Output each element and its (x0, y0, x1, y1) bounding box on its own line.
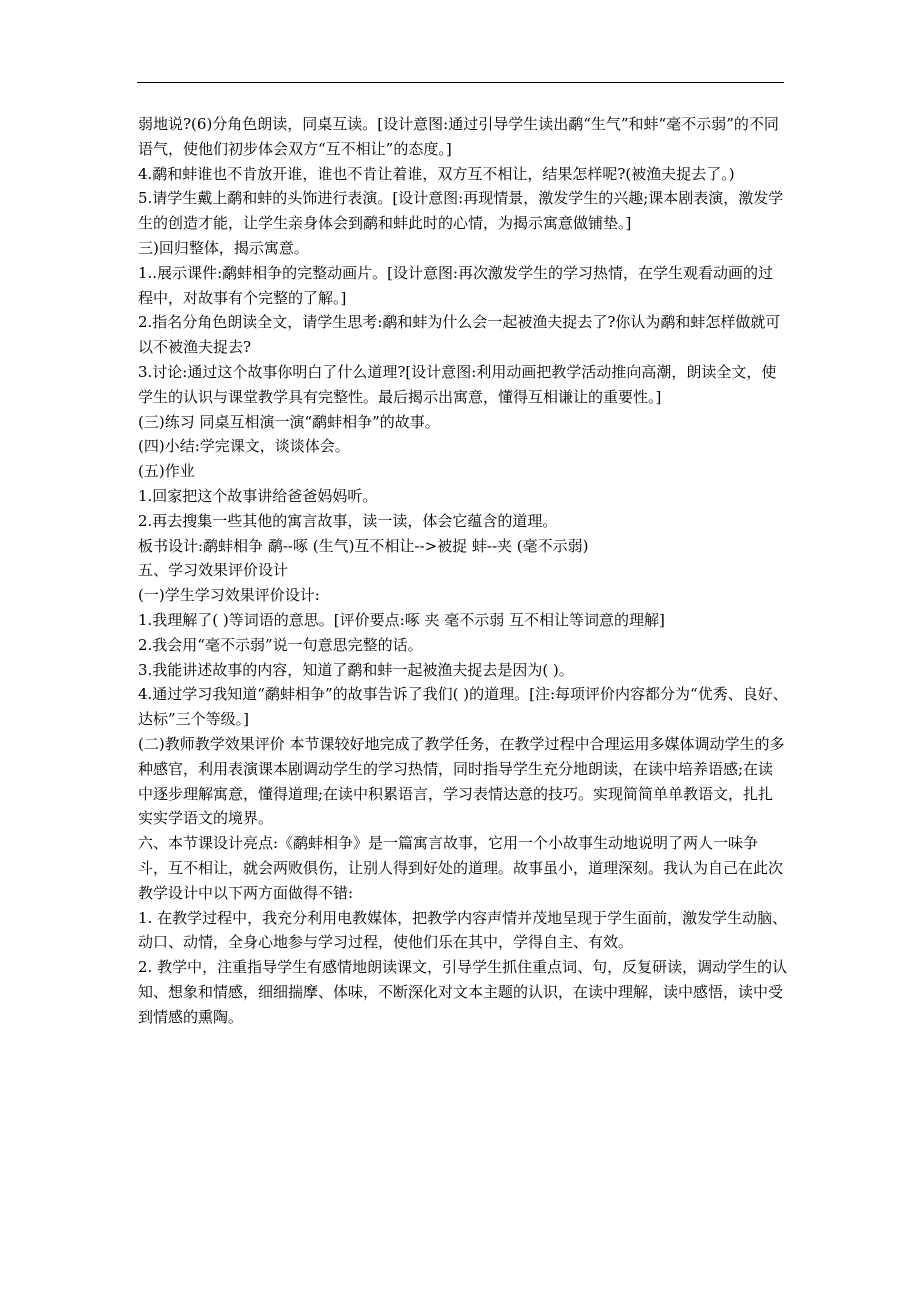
paragraph: 2.指名分角色朗读全文，请学生思考:鹬和蚌为什么会一起被渔夫捉去了?你认为鹬和蚌怎样做就可以不被渔夫捉去? (138, 313, 781, 357)
paragraph: 六、本节课设计亮点:《鹬蚌相争》是一篇寓言故事，它用一个小故事生动地说明了两人一味争斗，互不相让，就会两败俱伤，让别人得到好处的道理。故事虽小，道理深刻。我认为自己在此次教学设计中以下两方面做得不错: (138, 834, 784, 902)
paragraph: 3.我能讲述故事的内容，知道了鹬和蚌一起被渔夫捉去是因为( )。 (138, 660, 574, 679)
section-heading: (一)学生学习效果评价设计: (138, 586, 320, 605)
paragraph: 3.讨论:通过这个故事你明白了什么道理?[设计意图:利用动画把教学活动推向高潮，朗读全文，使学生的认识与课堂教学具有完整性。最后揭示出寓意，懂得互相谦让的重要性。] (138, 362, 777, 406)
paragraph: 弱地说?(6)分角色朗读，同桌互读。[设计意图:通过引导学生读出鹬“生气”和蚌“毫不示弱”的不同语气，使他们初步体会双方“互不相让”的态度。] (138, 115, 779, 158)
section-heading: 三)回归整体，揭示寓意。 (138, 238, 309, 257)
section-heading: 五、学习效果评价设计 (138, 561, 289, 580)
paragraph: 5.请学生戴上鹬和蚌的头饰进行表演。[设计意图:再现情景，激发学生的兴趣;课本剧表演，激发学生的创造才能，让学生亲身体会到鹬和蚌此时的心情，为揭示寓意做铺垫。] (138, 189, 784, 233)
paragraph: (二)教师教学效果评价 本节课较好地完成了教学任务，在教学过程中合理运用多媒体调动学生的多种感官，利用表演课本剧调动学生的学习热情，同时指导学生充分地朗读，在读中培养语感;在读中逐步理解寓意，懂得道理;在读中积累语言，学习表情达意的技巧。实现简简单单教语文，扎扎实实学语文的境界。 (138, 734, 785, 828)
section-heading: (五)作业 (138, 462, 195, 481)
paragraph: 2.我会用“毫不示弱”说一句意思完整的话。 (138, 635, 423, 654)
paragraph: 2.再去搜集一些其他的寓言故事，读一读，体会它蕴含的道理。 (138, 511, 558, 530)
paragraph: 4.通过学习我知道“鹬蚌相争”的故事告诉了我们( )的道理。[注:每项评价内容都分为“优秀、良好、达标”三个等级。] (138, 685, 788, 729)
document-body (138, 112, 788, 1029)
paragraph: 1.回家把这个故事讲给爸爸妈妈听。 (138, 486, 378, 505)
paragraph: 4.鹬和蚌谁也不肯放开谁，谁也不肯让着谁，双方互不相让，结果怎样呢?(被渔夫捉去了。) (138, 164, 735, 183)
paragraph: 1. 在教学过程中，我充分利用电教媒体，把教学内容声情并茂地呈现于学生面前，激发学生动脑、动口、动情，全身心地参与学习过程，使他们乐在其中，学得自主、有效。 (138, 908, 788, 952)
paragraph: 板书设计:鹬蚌相争 鹬--啄 (生气)互不相让-->被捉 蚌--夹 (毫不示弱) (138, 536, 589, 555)
paragraph: 2. 教学中，注重指导学生有感情地朗读课文，引导学生抓住重点词、句，反复研读，调动学生的认知、想象和情感，细细揣摩、体味，不断深化对文本主题的认识，在读中理解，读中感悟，读中受到情感的熏陶。 (138, 958, 788, 1026)
paragraph: (四)小结:学完课文，谈谈体会。 (138, 437, 350, 456)
paragraph: (三)练习 同桌互相演一演“鹬蚌相争”的故事。 (138, 412, 440, 431)
header-rule (137, 82, 784, 83)
paragraph: 1..展示课件:鹬蚌相争的完整动画片。[设计意图:再次激发学生的学习热情，在学生观看动画的过程中，对故事有个完整的了解。] (138, 263, 774, 307)
paragraph: 1.我理解了( )等词语的意思。[评价要点:啄 夹 毫不示弱 互不相让等词意的理解] (138, 610, 665, 629)
